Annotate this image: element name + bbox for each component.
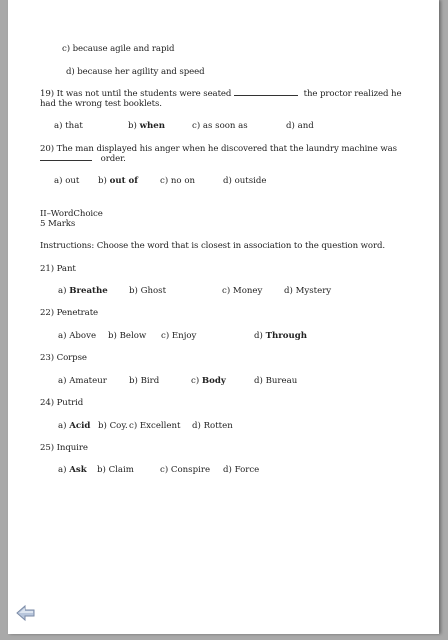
q25-option-b: b) Claim <box>97 465 134 475</box>
q20-option-a: a) out <box>54 176 80 186</box>
q24-option-c: c) Excellent <box>129 421 181 431</box>
q23-option-c-answer: Body <box>201 376 226 386</box>
q22-option-a: a) Above <box>58 331 97 341</box>
q21-option-c: c) Money <box>222 286 263 296</box>
question-20-line-2 <box>40 154 126 164</box>
q22-option-d <box>254 331 307 341</box>
q19-option-c: c) as soon as <box>192 121 248 131</box>
q22-option-c: c) Enjoy <box>161 331 197 341</box>
q22-option-d-answer: Through <box>265 331 308 341</box>
option-d-prev: d) because her agility and speed <box>66 67 205 77</box>
q25-option-a-prefix: a) <box>58 465 67 475</box>
question-19-text-b: the proctor realized he <box>303 89 402 99</box>
q22-option-d-prefix: d) <box>254 331 263 341</box>
question-25-prompt: 25) Inquire <box>40 443 88 453</box>
q25-option-d: d) Force <box>223 465 260 475</box>
back-arrow-icon[interactable] <box>16 604 36 622</box>
q24-option-a <box>58 421 90 431</box>
q23-option-c <box>191 376 226 386</box>
question-19-text-a: 19) It was not until the students were seated <box>40 89 232 99</box>
q19-option-a: a) that <box>54 121 83 131</box>
section-title: II–WordChoice <box>40 209 103 219</box>
q23-option-b: b) Bird <box>129 376 160 386</box>
section-marks: 5 Marks <box>40 219 76 229</box>
q19-option-b <box>128 121 165 131</box>
q19-option-d: d) and <box>286 121 314 131</box>
question-19-line-2: had the wrong test booklets. <box>40 99 162 109</box>
q21-option-a-prefix: a) <box>58 286 67 296</box>
q25-option-a-answer: Ask <box>69 465 87 475</box>
q20-option-b <box>98 176 138 186</box>
question-20-line-1: 20) The man displayed his anger when he discovered that the laundry machine was <box>40 144 397 154</box>
question-23-prompt: 23) Corpse <box>40 353 87 363</box>
back-arrow-svg <box>16 604 36 622</box>
option-c-prev: c) because agile and rapid <box>62 44 175 54</box>
q21-option-a <box>58 286 108 296</box>
q23-option-c-prefix: c) <box>191 376 200 386</box>
q25-option-c: c) Conspire <box>160 465 211 475</box>
q24-option-b: b) Coy. <box>98 421 128 431</box>
q24-option-a-answer: Acid <box>69 421 91 431</box>
question-21-prompt: 21) Pant <box>40 264 76 274</box>
q23-option-a: a) Amateur <box>58 376 107 386</box>
question-22-prompt: 22) Penetrate <box>40 308 99 318</box>
q20-option-c: c) no on <box>160 176 196 186</box>
q21-option-b: b) Ghost <box>129 286 167 296</box>
answer-blank <box>234 95 298 96</box>
question-20-text-b: order. <box>100 154 126 164</box>
section-instructions: Instructions: Choose the word that is closest in association to the question word. <box>40 241 386 251</box>
document-page <box>8 0 439 634</box>
q21-option-a-answer: Breathe <box>69 286 108 296</box>
q20-option-d: d) outside <box>223 176 267 186</box>
question-24-prompt: 24) Putrid <box>40 398 84 408</box>
q24-option-d: d) Rotten <box>192 421 233 431</box>
q21-option-d: d) Mystery <box>284 286 332 296</box>
q19-option-b-answer: when <box>139 121 165 131</box>
q23-option-d: d) Bureau <box>254 376 298 386</box>
q20-option-b-answer: out of <box>109 176 138 186</box>
question-19-line-1 <box>40 89 401 99</box>
q22-option-b: b) Below <box>108 331 147 341</box>
q20-option-b-prefix: b) <box>98 176 107 186</box>
q24-option-a-prefix: a) <box>58 421 67 431</box>
q19-option-b-prefix: b) <box>128 121 137 131</box>
q25-option-a <box>58 465 87 475</box>
answer-blank <box>40 160 92 161</box>
